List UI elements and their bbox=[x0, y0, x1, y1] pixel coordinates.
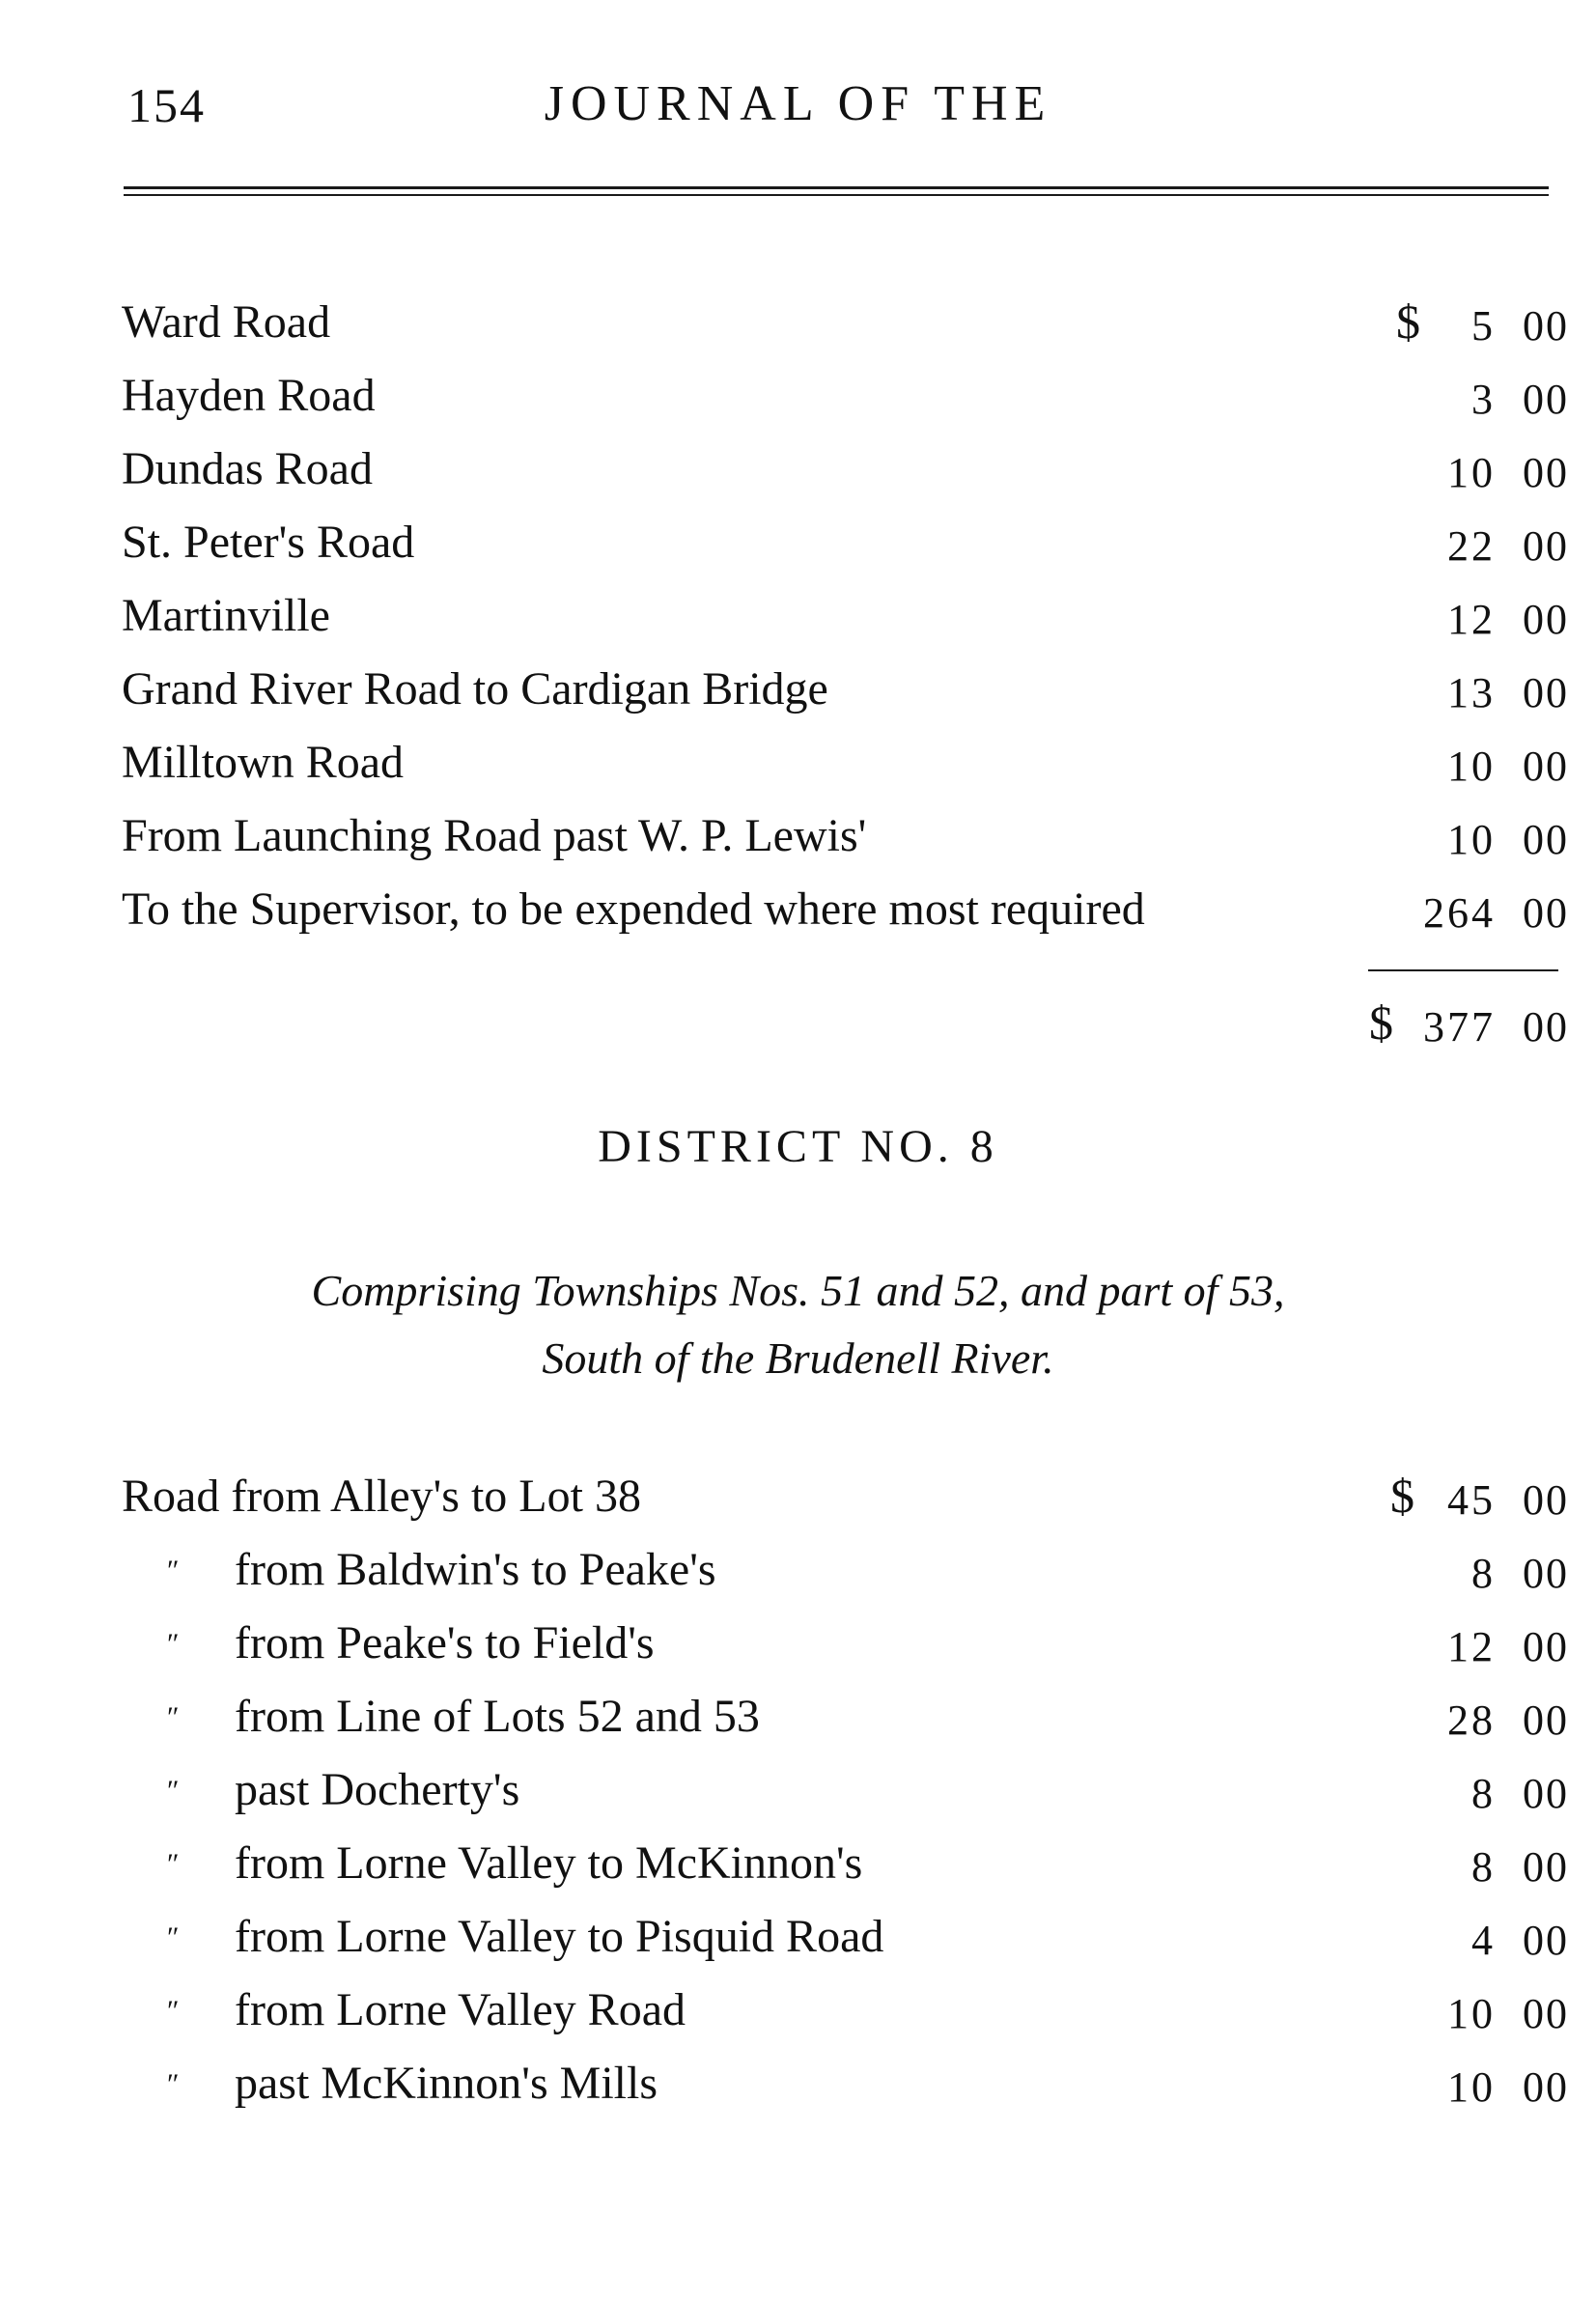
entry-dollars: 10 bbox=[1447, 449, 1496, 496]
ditto-mark: ″ bbox=[167, 1775, 180, 1807]
list-item bbox=[0, 369, 1596, 442]
list-item bbox=[0, 1836, 1596, 1910]
entry-dollars: 10 bbox=[1447, 1990, 1496, 2037]
entry-label: past Docherty's bbox=[235, 1764, 520, 1815]
entry-label: Grand River Road to Cardigan Bridge bbox=[122, 663, 828, 715]
list-item bbox=[0, 883, 1596, 956]
entry-label: St. Peter's Road bbox=[122, 517, 415, 568]
entry-label: Dundas Road bbox=[122, 443, 373, 494]
entry-dollars: 4 bbox=[1471, 1917, 1496, 1964]
entry-cents: 00 bbox=[1523, 596, 1569, 643]
running-head: JOURNAL OF THE bbox=[544, 76, 1052, 131]
entry-dollars: 5 bbox=[1471, 302, 1496, 350]
entry-cents: 00 bbox=[1523, 889, 1569, 937]
header-rule-bottom bbox=[124, 194, 1549, 196]
entry-dollars: 22 bbox=[1447, 522, 1496, 570]
entry-dollars: 3 bbox=[1471, 376, 1496, 423]
entry-cents: 00 bbox=[1523, 2063, 1569, 2111]
entry-cents: 00 bbox=[1523, 1550, 1569, 1597]
ditto-mark: ″ bbox=[167, 1555, 180, 1586]
entry-label: From Launching Road past W. P. Lewis' bbox=[122, 810, 867, 861]
page-number: 154 bbox=[127, 78, 206, 132]
entry-dollars: 10 bbox=[1447, 743, 1496, 790]
entry-label: Hayden Road bbox=[122, 370, 376, 421]
entry-dollars: 264 bbox=[1423, 889, 1496, 937]
entry-cents: 00 bbox=[1523, 522, 1569, 570]
district-subtitle-line-1: Comprising Townships Nos. 51 and 52, and part of 53, bbox=[311, 1266, 1285, 1315]
list-item bbox=[0, 662, 1596, 736]
entry-label: from Lorne Valley Road bbox=[235, 1984, 686, 2035]
dollar-sign: $ bbox=[1369, 995, 1393, 1050]
entry-dollars: 13 bbox=[1447, 669, 1496, 716]
entry-label: Ward Road bbox=[122, 296, 331, 348]
total-row bbox=[0, 996, 1596, 1070]
list-item bbox=[0, 589, 1596, 662]
entry-label: from Peake's to Field's bbox=[235, 1617, 655, 1668]
list-item bbox=[0, 1470, 1596, 1543]
district-heading: DISTRICT NO. 8 bbox=[598, 1121, 998, 1172]
list-item bbox=[0, 809, 1596, 883]
entry-cents: 00 bbox=[1523, 302, 1569, 350]
ditto-mark: ″ bbox=[167, 1995, 180, 2027]
entry-dollars: 12 bbox=[1447, 596, 1496, 643]
entry-dollars: 8 bbox=[1471, 1550, 1496, 1597]
entry-label: from Baldwin's to Peake's bbox=[235, 1544, 716, 1595]
total-cents: 00 bbox=[1523, 1003, 1569, 1051]
entry-label: Martinville bbox=[122, 590, 330, 641]
entry-cents: 00 bbox=[1523, 1623, 1569, 1670]
list-item bbox=[0, 442, 1596, 516]
entry-cents: 00 bbox=[1523, 1770, 1569, 1817]
ditto-mark: ″ bbox=[167, 1921, 180, 1953]
entry-label: from Line of Lots 52 and 53 bbox=[235, 1691, 760, 1742]
entry-dollars: 10 bbox=[1447, 2063, 1496, 2111]
entry-label: Milltown Road bbox=[122, 737, 405, 788]
ditto-mark: ″ bbox=[167, 1848, 180, 1880]
entry-dollars: 8 bbox=[1471, 1843, 1496, 1891]
entry-label: past McKinnon's Mills bbox=[235, 2058, 658, 2109]
entry-dollars: 28 bbox=[1447, 1696, 1496, 1744]
entry-cents: 00 bbox=[1523, 669, 1569, 716]
entry-cents: 00 bbox=[1523, 449, 1569, 496]
ditto-mark: ″ bbox=[167, 1628, 180, 1660]
ditto-mark: ″ bbox=[167, 2068, 180, 2100]
entry-dollars: 8 bbox=[1471, 1770, 1496, 1817]
entry-cents: 00 bbox=[1523, 1696, 1569, 1744]
list-item bbox=[0, 2057, 1596, 2130]
entry-label: To the Supervisor, to be expended where most required bbox=[122, 883, 1145, 935]
list-item bbox=[0, 1690, 1596, 1763]
list-item bbox=[0, 1983, 1596, 2057]
entry-cents: 00 bbox=[1523, 1990, 1569, 2037]
list-item bbox=[0, 1616, 1596, 1690]
entry-dollars: 10 bbox=[1447, 816, 1496, 863]
list-item bbox=[0, 1910, 1596, 1983]
entry-label: from Lorne Valley to Pisquid Road bbox=[235, 1911, 884, 1962]
entry-label: from Lorne Valley to McKinnon's bbox=[235, 1837, 863, 1889]
header-rule-top bbox=[124, 186, 1549, 189]
dollar-sign: $ bbox=[1396, 294, 1420, 349]
sum-rule bbox=[1368, 969, 1558, 971]
district-subtitle-line-2: South of the Brudenell River. bbox=[542, 1333, 1054, 1383]
entry-cents: 00 bbox=[1523, 376, 1569, 423]
entry-cents: 00 bbox=[1523, 1917, 1569, 1964]
entry-dollars: 12 bbox=[1447, 1623, 1496, 1670]
entry-cents: 00 bbox=[1523, 816, 1569, 863]
total-dollars: 377 bbox=[1423, 1003, 1496, 1051]
list-item bbox=[0, 295, 1596, 369]
dollar-sign: $ bbox=[1390, 1469, 1414, 1523]
list-item bbox=[0, 1763, 1596, 1836]
entry-cents: 00 bbox=[1523, 1843, 1569, 1891]
list-item bbox=[0, 736, 1596, 809]
ditto-mark: ″ bbox=[167, 1701, 180, 1733]
entry-label: Road from Alley's to Lot 38 bbox=[122, 1471, 641, 1522]
entry-cents: 00 bbox=[1523, 1476, 1569, 1524]
entry-dollars: 45 bbox=[1447, 1476, 1496, 1524]
list-item bbox=[0, 1543, 1596, 1616]
list-item bbox=[0, 516, 1596, 589]
entry-cents: 00 bbox=[1523, 743, 1569, 790]
